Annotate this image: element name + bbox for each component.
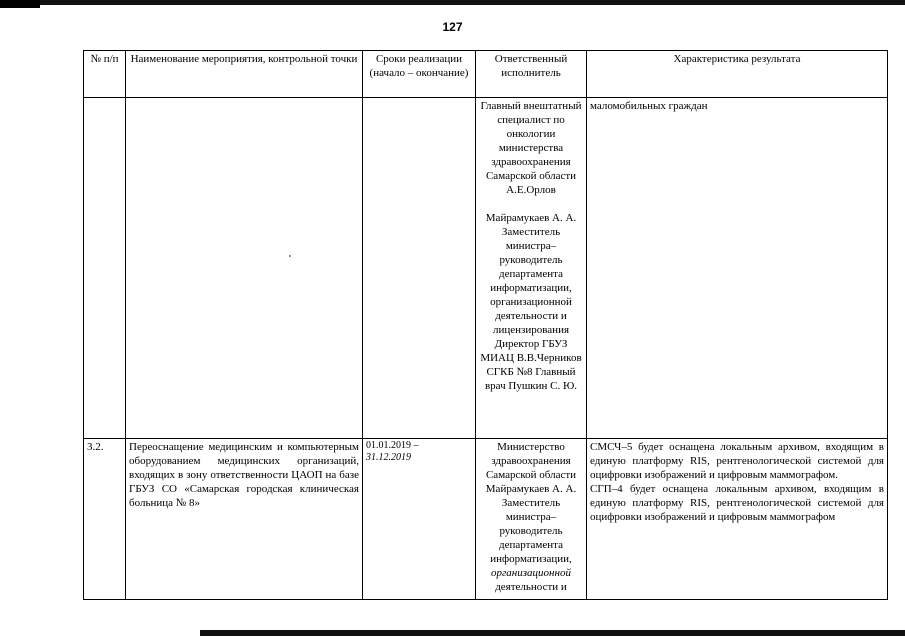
responsible-italic: организационной <box>491 567 571 579</box>
page-number: 127 <box>442 20 463 34</box>
cell-name: Переоснащение медицинским и компьютерным оборудованием медицинских организаций, входящих в зону ответственности ЦАОП на базе ГБУЗ СО «Самарская городская клиническая больница № 8» <box>126 439 363 600</box>
scan-top-bar <box>0 0 905 5</box>
header-num: № п/п <box>84 51 126 98</box>
cell-result <box>587 439 888 600</box>
scan-speck <box>289 255 291 257</box>
result-text-2: СГП–4 будет оснащена локальным архивом, входящим в единую платформу RIS, рентгенологической системой для оцифровки изображений и цифровым маммографом <box>590 483 884 523</box>
scan-top-tab <box>0 0 40 8</box>
cell-responsible <box>476 98 587 439</box>
activities-table <box>83 50 888 600</box>
header-name: Наименование мероприятия, контрольной точки <box>126 51 363 98</box>
cell-responsible <box>476 439 587 600</box>
header-result: Характеристика результата <box>587 51 888 98</box>
responsible-text: Министерство здравоохранения Самарской области Майрамукаев А. А. Заместитель министра– руководитель департамента информатизации, <box>485 441 577 565</box>
table-row <box>84 98 888 439</box>
header-responsible: Ответственный исполнитель <box>476 51 587 98</box>
date-end: 31.12.2019 <box>366 452 411 463</box>
table-row <box>84 439 888 600</box>
header-dates: Сроки реализации (начало – окончание) <box>363 51 476 98</box>
scan-bottom-edge <box>200 630 905 636</box>
responsible-tail: деятельности и <box>495 581 567 593</box>
cell-num <box>84 98 126 439</box>
cell-num: 3.2. <box>84 439 126 600</box>
responsible-text-1: Главный внештатный специалист по онкологии министерства здравоохранения Самарской области А.Е.Орлов <box>480 100 582 196</box>
cell-result: маломобильных граждан <box>587 98 888 439</box>
cell-dates <box>363 98 476 439</box>
cell-name <box>126 98 363 439</box>
table-header-row <box>84 51 888 98</box>
result-text-1: СМСЧ–5 будет оснащена локальным архивом, входящим в единую платформу RIS, рентгенологической системой для оцифровки изображений и цифровым маммографом. <box>590 441 884 481</box>
responsible-text-2: Майрамукаев А. А. Заместитель министра– руководитель департамента информатизации, организационной деятельности и лицензирования Директор ГБУЗ МИАЦ В.В.Черников СГКБ №8 Главный врач Пушкин С. Ю. <box>480 212 582 392</box>
scan-top-edge <box>0 0 905 8</box>
date-start: 01.01.2019 – <box>366 440 419 451</box>
cell-dates <box>363 439 476 600</box>
